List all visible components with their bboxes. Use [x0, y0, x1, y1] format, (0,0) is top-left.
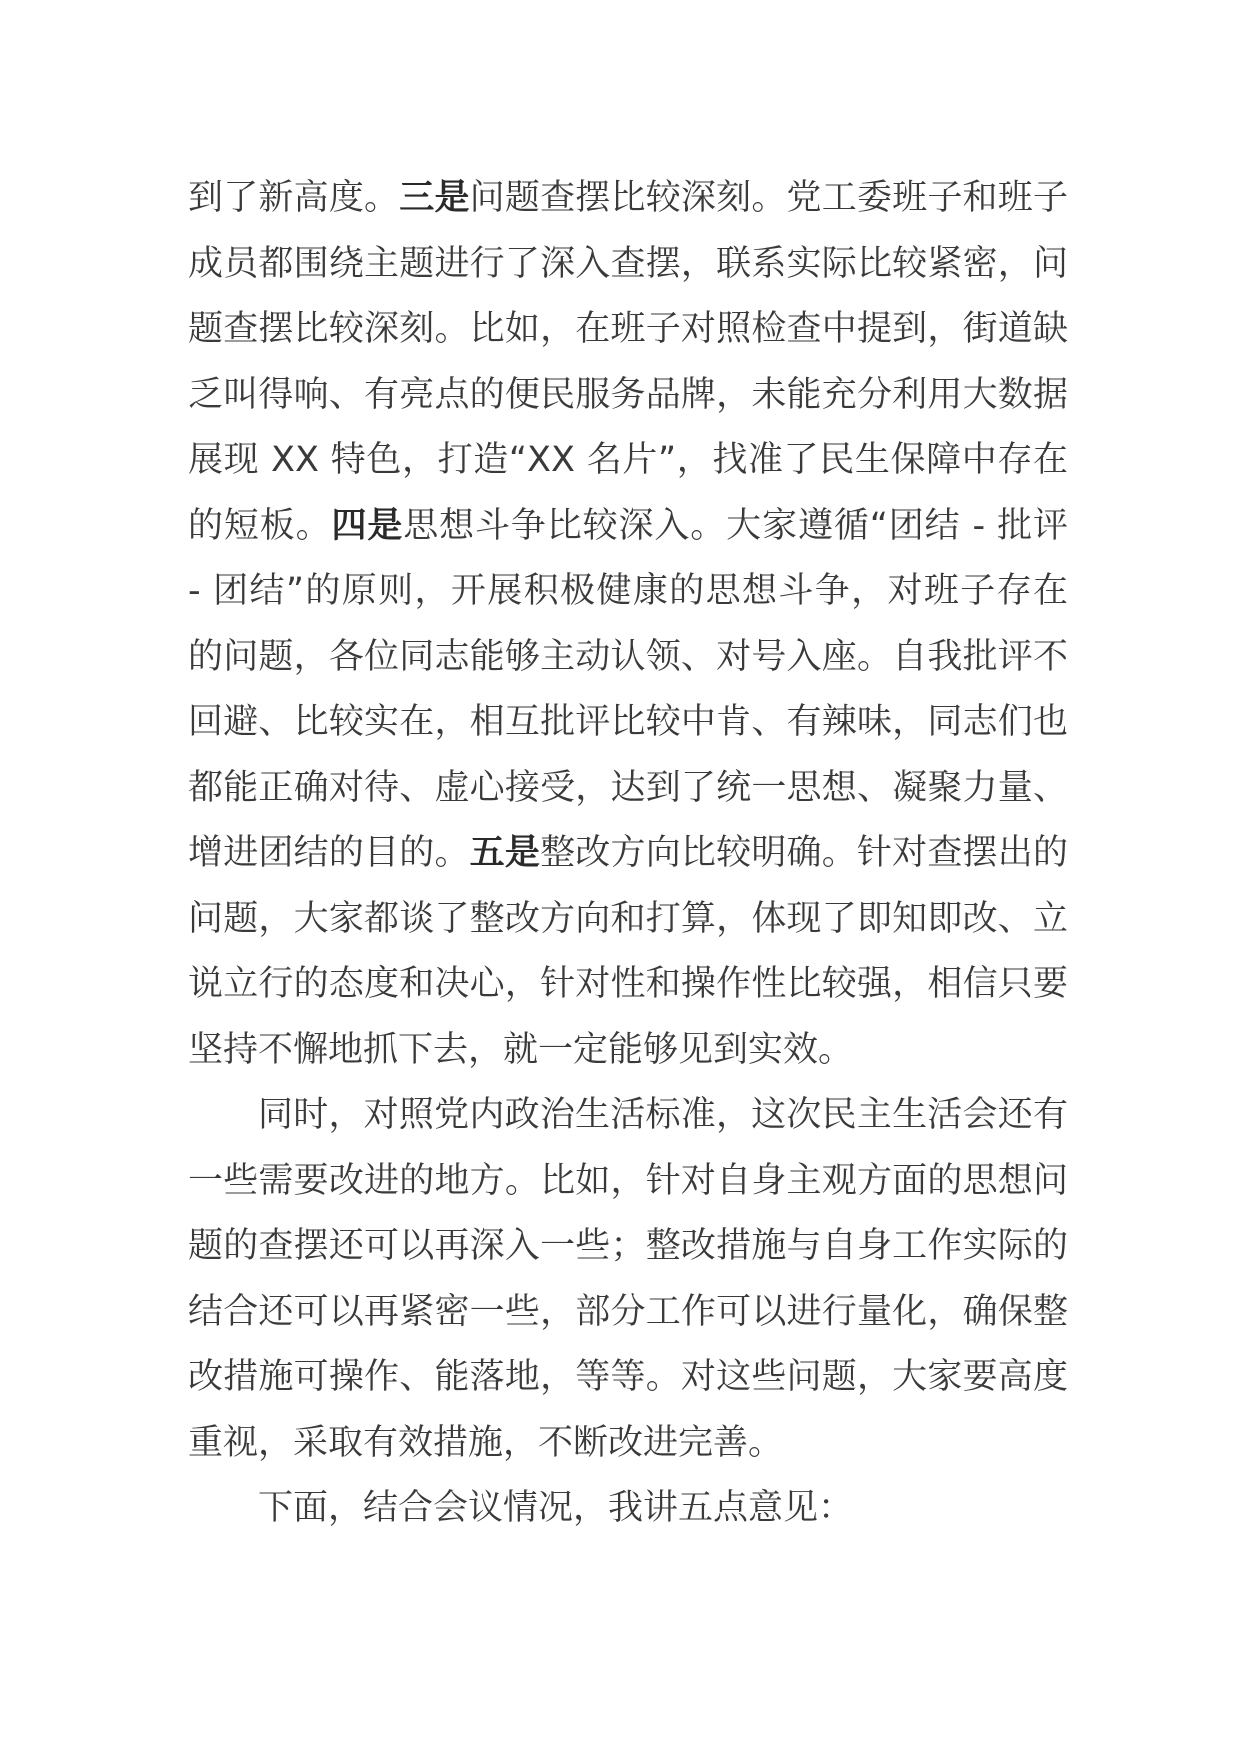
point-five-label: 五是	[469, 833, 541, 873]
paragraph-1	[188, 166, 1068, 1083]
paragraph-1-text-3: 思想斗争比较深入。大家遵循“团结 - 批评 - 团结”的原则，开展积极健康的思想斗争，对班子存在的问题，各位同志能够主动认领、对号入座。自我批评不回避、比较实在，相互批评比较中肯、有辣味，同志们也都能正确对待、虚心接受，达到了统一思想、凝聚力量、增进团结的目的。	[188, 505, 1068, 873]
point-three-label: 三是	[399, 178, 470, 218]
paragraph-1-text-1: 到了新高度。	[188, 178, 400, 218]
document-page	[188, 166, 1068, 1542]
paragraph-3: 下面，结合会议情况，我讲五点意见：	[258, 1488, 854, 1528]
paragraph-2: 同时，对照党内政治生活标准，这次民主生活会还有一些需要改进的地方。比如，针对自身主观方面的思想问题的查摆还可以再深入一些；整改措施与自身工作实际的结合还可以再紧密一些，部分工作可以进行量化，确保整改措施可操作、能落地，等等。对这些问题，大家要高度重视，采取有效措施，不断改进完善。	[188, 1095, 1068, 1463]
paragraph-1-text-4: 整改方向比较明确。针对查摆出的问题，大家都谈了整改方向和打算，体现了即知即改、立说立行的态度和决心，针对性和操作性比较强，相信只要坚持不懈地抓下去，就一定能够见到实效。	[188, 833, 1068, 1070]
point-four-label: 四是	[331, 505, 404, 546]
paragraph-1-text-2: 问题查摆比较深刻。党工委班子和班子成员都围绕主题进行了深入查摆，联系实际比较紧密，问题查摆比较深刻。比如，在班子对照检查中提到，街道缺乏叫得响、有亮点的便民服务品牌，未能充分利用大数据展现 XX 特色，打造“XX 名片”，找准了民生保障中存在的短板。	[188, 178, 1068, 546]
